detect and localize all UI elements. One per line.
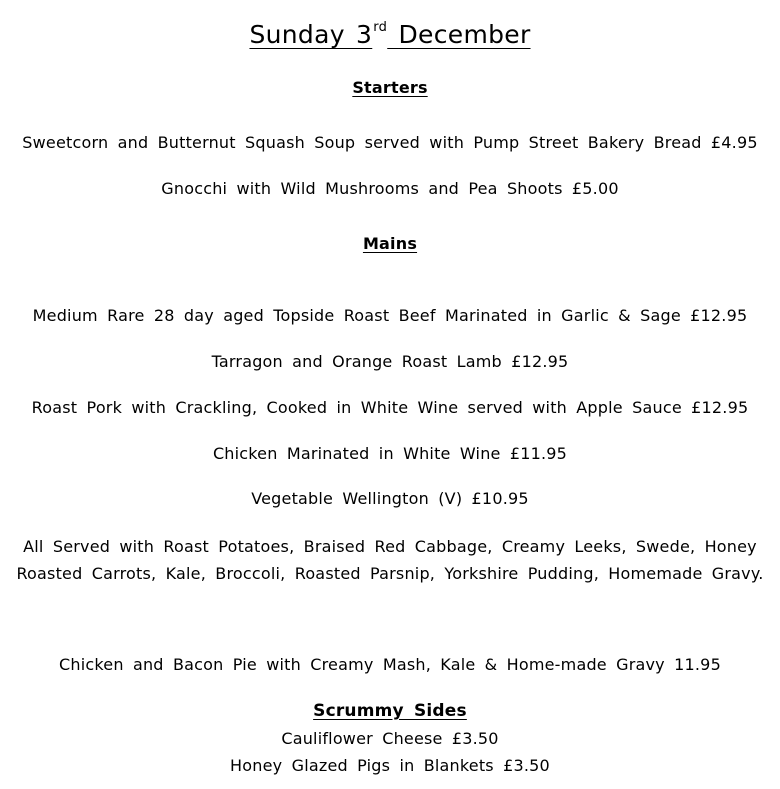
- served-with-line-2: Roasted Carrots, Kale, Broccoli, Roasted Parsnip, Yorkshire Pudding, Homemade Gravy.: [16, 564, 764, 583]
- side-item-1: Cauliflower Cheese £3.50: [281, 729, 499, 748]
- page-title: [0, 20, 780, 49]
- title-day: Sunday 3: [249, 20, 373, 49]
- mains-heading: Mains: [362, 234, 418, 253]
- main-item-1: Medium Rare 28 day aged Topside Roast Beef Marinated in Garlic & Sage £12.95: [32, 306, 748, 325]
- title-month: December: [398, 20, 531, 49]
- starter-item-1: Sweetcorn and Butternut Squash Soup served with Pump Street Bakery Bread £4.95: [22, 133, 758, 152]
- sides-heading: Scrummy Sides: [313, 701, 467, 721]
- main-item-4: Chicken Marinated in White Wine £11.95: [212, 444, 568, 463]
- pie-item: Chicken and Bacon Pie with Creamy Mash, Kale & Home-made Gravy 11.95: [59, 655, 721, 674]
- side-item-2: Honey Glazed Pigs in Blankets £3.50: [230, 756, 550, 775]
- title-day-suffix: rd: [373, 20, 388, 35]
- served-with-line-1: All Served with Roast Potatoes, Braised Red Cabbage, Creamy Leeks, Swede, Honey: [23, 537, 757, 556]
- main-item-3: Roast Pork with Crackling, Cooked in White Wine served with Apple Sauce £12.95: [31, 398, 749, 417]
- main-item-5: Vegetable Wellington (V) £10.95: [251, 489, 529, 508]
- main-item-2: Tarragon and Orange Roast Lamb £12.95: [211, 352, 569, 371]
- starters-heading: Starters: [352, 78, 428, 97]
- starter-item-2: Gnocchi with Wild Mushrooms and Pea Shoots £5.00: [161, 179, 619, 198]
